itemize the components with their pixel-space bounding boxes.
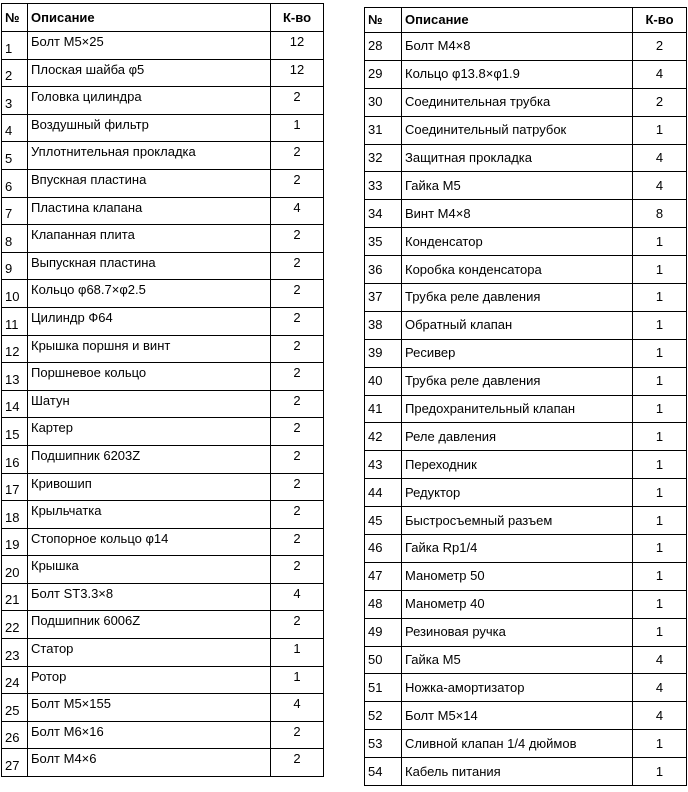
header-quantity: К-во [271, 4, 324, 32]
table-row [365, 758, 687, 786]
part-description: Пластина клапана [28, 197, 271, 225]
part-quantity: 4 [271, 197, 324, 225]
part-description: Коробка конденсатора [402, 256, 633, 284]
part-description: Болт М5×14 [402, 702, 633, 730]
part-description: Соединительная трубка [402, 88, 633, 116]
header-number: № [365, 8, 402, 33]
part-number: 37 [365, 284, 402, 312]
table-row [2, 280, 324, 308]
part-quantity: 1 [633, 367, 687, 395]
part-description: Переходник [402, 451, 633, 479]
part-quantity: 2 [271, 363, 324, 391]
part-description: Кольцо φ68.7×φ2.5 [28, 280, 271, 308]
part-number: 42 [365, 423, 402, 451]
part-quantity: 2 [271, 611, 324, 639]
part-quantity: 1 [633, 758, 687, 786]
part-quantity: 2 [271, 142, 324, 170]
table-row [2, 363, 324, 391]
table-row [2, 87, 324, 115]
part-number: 53 [365, 730, 402, 758]
part-quantity: 4 [633, 646, 687, 674]
table-row [2, 114, 324, 142]
part-description: Воздушный фильтр [28, 114, 271, 142]
part-quantity: 2 [633, 33, 687, 61]
table-row [2, 694, 324, 722]
table-row [365, 562, 687, 590]
part-quantity: 1 [271, 666, 324, 694]
part-description: Соединительный патрубок [402, 116, 633, 144]
table-row [2, 721, 324, 749]
part-number: 7 [2, 197, 28, 225]
parts-list-right [365, 33, 687, 786]
part-quantity: 1 [633, 423, 687, 451]
part-description: Трубка реле давления [402, 367, 633, 395]
part-description: Болт М6×16 [28, 721, 271, 749]
part-description: Кабель питания [402, 758, 633, 786]
part-quantity: 4 [633, 144, 687, 172]
part-quantity: 8 [633, 200, 687, 228]
part-number: 40 [365, 367, 402, 395]
table-row [2, 583, 324, 611]
part-number: 45 [365, 507, 402, 535]
part-number: 16 [2, 445, 28, 473]
part-description: Цилиндр Ф64 [28, 307, 271, 335]
table-row [365, 507, 687, 535]
table-row [2, 307, 324, 335]
part-number: 4 [2, 114, 28, 142]
table-row [2, 639, 324, 667]
part-number: 31 [365, 116, 402, 144]
part-number: 18 [2, 501, 28, 529]
part-quantity: 4 [271, 583, 324, 611]
header-description: Описание [402, 8, 633, 33]
part-number: 39 [365, 339, 402, 367]
part-quantity: 2 [271, 473, 324, 501]
part-description: Болт ST3.3×8 [28, 583, 271, 611]
table-row [365, 228, 687, 256]
part-description: Манометр 40 [402, 590, 633, 618]
table-row [2, 528, 324, 556]
part-number: 2 [2, 59, 28, 87]
part-description: Резиновая ручка [402, 618, 633, 646]
table-row [365, 284, 687, 312]
part-number: 5 [2, 142, 28, 170]
table-row [365, 646, 687, 674]
part-number: 35 [365, 228, 402, 256]
part-number: 9 [2, 252, 28, 280]
part-number: 27 [2, 749, 28, 777]
part-description: Ротор [28, 666, 271, 694]
part-number: 23 [2, 639, 28, 667]
part-number: 49 [365, 618, 402, 646]
header-number: № [2, 4, 28, 32]
part-description: Статор [28, 639, 271, 667]
part-description: Уплотнительная прокладка [28, 142, 271, 170]
table-row [365, 144, 687, 172]
part-description: Крыльчатка [28, 501, 271, 529]
part-number: 29 [365, 60, 402, 88]
part-description: Гайка М5 [402, 172, 633, 200]
table-row [2, 252, 324, 280]
part-number: 47 [365, 562, 402, 590]
part-description: Впускная пластина [28, 169, 271, 197]
part-quantity: 1 [271, 639, 324, 667]
part-quantity: 12 [271, 59, 324, 87]
header-quantity: К-во [633, 8, 687, 33]
table-row [2, 225, 324, 253]
part-description: Ножка-амортизатор [402, 674, 633, 702]
part-number: 51 [365, 674, 402, 702]
part-description: Гайка М5 [402, 646, 633, 674]
table-row [365, 256, 687, 284]
part-quantity: 1 [633, 562, 687, 590]
table-row [2, 335, 324, 363]
parts-table-left [1, 3, 324, 777]
part-quantity: 2 [271, 390, 324, 418]
part-quantity: 2 [271, 280, 324, 308]
table-row [2, 666, 324, 694]
part-number: 14 [2, 390, 28, 418]
part-number: 28 [365, 33, 402, 61]
part-number: 17 [2, 473, 28, 501]
part-description: Защитная прокладка [402, 144, 633, 172]
part-quantity: 1 [633, 256, 687, 284]
part-quantity: 2 [271, 225, 324, 253]
part-description: Обратный клапан [402, 311, 633, 339]
table-row [365, 60, 687, 88]
part-quantity: 1 [271, 114, 324, 142]
table-header-row [365, 8, 687, 33]
part-number: 21 [2, 583, 28, 611]
part-description: Редуктор [402, 479, 633, 507]
part-quantity: 1 [633, 339, 687, 367]
part-description: Гайка Rp1/4 [402, 535, 633, 563]
part-number: 22 [2, 611, 28, 639]
part-number: 32 [365, 144, 402, 172]
table-row [365, 535, 687, 563]
part-description: Болт М4×8 [402, 33, 633, 61]
part-quantity: 1 [633, 479, 687, 507]
part-description: Манометр 50 [402, 562, 633, 590]
part-number: 10 [2, 280, 28, 308]
part-quantity: 1 [633, 730, 687, 758]
part-number: 54 [365, 758, 402, 786]
part-description: Быстросъемный разъем [402, 507, 633, 535]
part-number: 26 [2, 721, 28, 749]
part-description: Подшипник 6006Z [28, 611, 271, 639]
table-row [365, 451, 687, 479]
part-quantity: 1 [633, 507, 687, 535]
part-description: Плоская шайба φ5 [28, 59, 271, 87]
part-description: Клапанная плита [28, 225, 271, 253]
part-description: Крышка поршня и винт [28, 335, 271, 363]
part-description: Стопорное кольцо φ14 [28, 528, 271, 556]
part-number: 8 [2, 225, 28, 253]
part-number: 12 [2, 335, 28, 363]
part-description: Реле давления [402, 423, 633, 451]
table-row [2, 59, 324, 87]
part-number: 1 [2, 32, 28, 60]
part-description: Болт М4×6 [28, 749, 271, 777]
part-quantity: 1 [633, 116, 687, 144]
part-number: 46 [365, 535, 402, 563]
part-number: 13 [2, 363, 28, 391]
part-quantity: 4 [271, 694, 324, 722]
part-quantity: 1 [633, 395, 687, 423]
table-row [365, 618, 687, 646]
part-quantity: 2 [271, 252, 324, 280]
part-description: Болт М5×25 [28, 32, 271, 60]
part-description: Шатун [28, 390, 271, 418]
table-row [2, 749, 324, 777]
part-quantity: 4 [633, 702, 687, 730]
part-quantity: 12 [271, 32, 324, 60]
part-number: 33 [365, 172, 402, 200]
part-quantity: 4 [633, 674, 687, 702]
part-number: 50 [365, 646, 402, 674]
table-row [2, 611, 324, 639]
part-quantity: 2 [271, 556, 324, 584]
parts-list-left [2, 32, 324, 777]
table-row [2, 418, 324, 446]
part-number: 15 [2, 418, 28, 446]
part-number: 6 [2, 169, 28, 197]
part-number: 20 [2, 556, 28, 584]
part-description: Картер [28, 418, 271, 446]
table-row [2, 445, 324, 473]
table-row [365, 33, 687, 61]
part-quantity: 1 [633, 284, 687, 312]
table-row [365, 116, 687, 144]
part-number: 24 [2, 666, 28, 694]
table-row [365, 479, 687, 507]
part-quantity: 2 [271, 501, 324, 529]
part-description: Выпускная пластина [28, 252, 271, 280]
table-row [2, 197, 324, 225]
table-row [365, 590, 687, 618]
part-description: Поршневое кольцо [28, 363, 271, 391]
part-number: 3 [2, 87, 28, 115]
part-quantity: 2 [271, 87, 324, 115]
part-number: 38 [365, 311, 402, 339]
table-row [365, 200, 687, 228]
part-number: 44 [365, 479, 402, 507]
table-row [2, 473, 324, 501]
table-row [365, 367, 687, 395]
table-row [2, 32, 324, 60]
part-quantity: 2 [271, 307, 324, 335]
part-quantity: 2 [271, 335, 324, 363]
table-row [2, 390, 324, 418]
part-description: Подшипник 6203Z [28, 445, 271, 473]
part-description: Сливной клапан 1/4 дюймов [402, 730, 633, 758]
part-quantity: 2 [633, 88, 687, 116]
table-row [365, 172, 687, 200]
part-quantity: 2 [271, 418, 324, 446]
part-description: Крышка [28, 556, 271, 584]
part-number: 52 [365, 702, 402, 730]
part-description: Кольцо φ13.8×φ1.9 [402, 60, 633, 88]
part-description: Ресивер [402, 339, 633, 367]
part-number: 25 [2, 694, 28, 722]
parts-table-right [364, 7, 687, 786]
part-quantity: 2 [271, 721, 324, 749]
part-number: 48 [365, 590, 402, 618]
table-row [365, 730, 687, 758]
part-quantity: 1 [633, 228, 687, 256]
part-quantity: 2 [271, 169, 324, 197]
part-number: 43 [365, 451, 402, 479]
part-quantity: 4 [633, 172, 687, 200]
part-number: 41 [365, 395, 402, 423]
part-quantity: 2 [271, 749, 324, 777]
part-description: Предохранительный клапан [402, 395, 633, 423]
part-description: Головка цилиндра [28, 87, 271, 115]
table-row [365, 88, 687, 116]
part-quantity: 1 [633, 451, 687, 479]
part-number: 19 [2, 528, 28, 556]
part-description: Болт М5×155 [28, 694, 271, 722]
table-row [2, 169, 324, 197]
part-number: 30 [365, 88, 402, 116]
part-quantity: 1 [633, 590, 687, 618]
table-row [365, 423, 687, 451]
part-quantity: 4 [633, 60, 687, 88]
table-row [365, 311, 687, 339]
table-row [2, 142, 324, 170]
part-quantity: 2 [271, 528, 324, 556]
header-description: Описание [28, 4, 271, 32]
table-header-row [2, 4, 324, 32]
part-quantity: 1 [633, 618, 687, 646]
part-quantity: 1 [633, 311, 687, 339]
table-row [365, 339, 687, 367]
table-row [2, 556, 324, 584]
part-description: Винт М4×8 [402, 200, 633, 228]
part-description: Трубка реле давления [402, 284, 633, 312]
part-number: 34 [365, 200, 402, 228]
part-number: 36 [365, 256, 402, 284]
part-number: 11 [2, 307, 28, 335]
table-row [2, 501, 324, 529]
table-row [365, 395, 687, 423]
part-quantity: 1 [633, 535, 687, 563]
part-quantity: 2 [271, 445, 324, 473]
part-description: Кривошип [28, 473, 271, 501]
table-row [365, 674, 687, 702]
table-row [365, 702, 687, 730]
part-description: Конденсатор [402, 228, 633, 256]
